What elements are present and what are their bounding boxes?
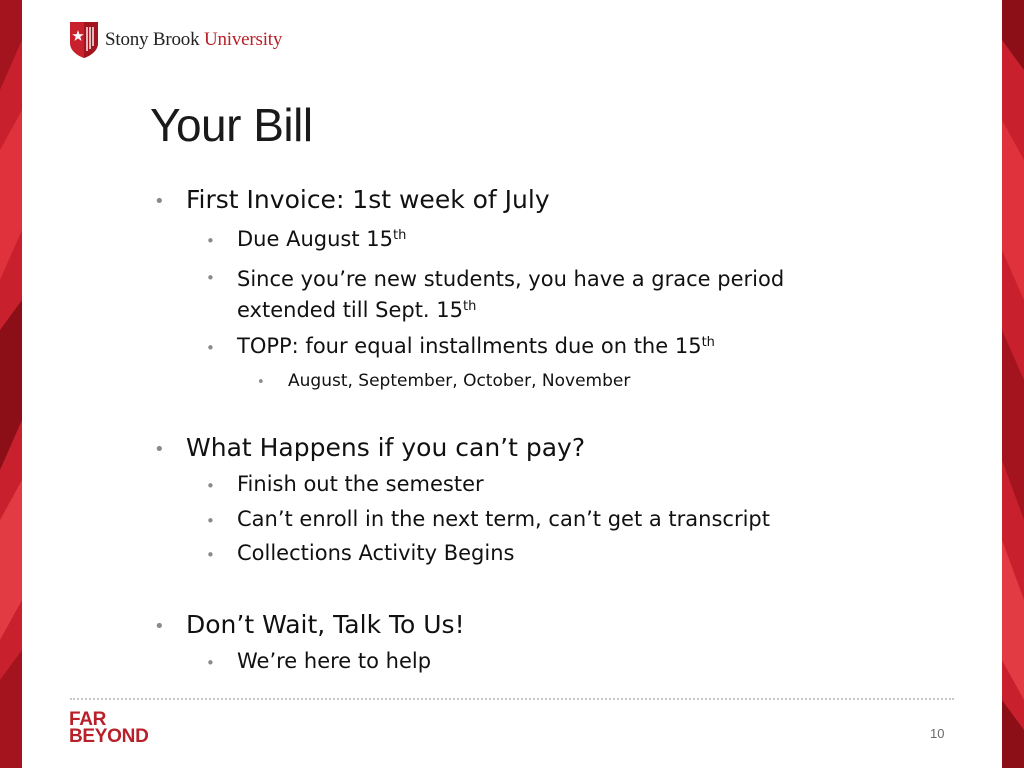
bullet-text: Finish out the semester [237, 472, 484, 496]
logo-text-main: Stony Brook [105, 29, 200, 50]
bullet-dot-icon: • [206, 546, 215, 564]
logo-text-accent: University [203, 29, 283, 50]
far-beyond-line1: FAR [69, 709, 107, 730]
far-beyond-line2: BEYOND [69, 726, 149, 747]
bullet-text-line1: Since you’re new students, you have a grace period [237, 267, 785, 291]
bullet-here-to-help [206, 649, 432, 673]
bullet-text: What Happens if you can’t pay? [186, 433, 586, 462]
bullet-first-invoice [154, 185, 550, 214]
bullet-grace-period [206, 264, 785, 326]
bullet-dot-icon: • [206, 269, 215, 287]
bullet-months [257, 371, 631, 391]
bullet-text: First Invoice: 1st week of July [186, 185, 550, 214]
bullet-finish-semester [206, 472, 484, 496]
bullet-due-date [206, 227, 407, 251]
bullet-dot-icon: • [154, 439, 165, 460]
bullet-talk-to-us [154, 610, 465, 639]
bullet-dot-icon: • [206, 512, 215, 530]
bullet-text: We’re here to help [237, 649, 432, 673]
page-title: Your Bill [150, 99, 313, 151]
bullet-text: Don’t Wait, Talk To Us! [186, 610, 465, 639]
bullet-dot-icon: • [154, 191, 165, 212]
bullet-text: August, September, October, November [288, 371, 631, 391]
bullet-text-line2: extended till Sept. 15 [237, 298, 463, 322]
superscript: th [701, 334, 715, 350]
bullet-dot-icon: • [206, 654, 215, 672]
bullet-cant-enroll [206, 507, 770, 531]
bullet-collections [206, 541, 515, 565]
bullet-dot-icon: • [206, 232, 215, 250]
page-number: 10 [930, 726, 945, 741]
bullet-dot-icon: • [206, 339, 215, 357]
far-beyond-logo [69, 711, 149, 745]
bullet-text: Due August 15 [237, 227, 393, 251]
superscript: th [463, 298, 477, 314]
bullet-text: TOPP: four equal installments due on the 15 [237, 334, 702, 358]
bullet-cant-pay [154, 433, 586, 462]
bullet-topp [206, 334, 715, 358]
bullet-dot-icon: • [154, 616, 165, 637]
bullet-dot-icon: • [206, 477, 215, 495]
bullet-dot-icon: • [257, 375, 265, 390]
bullet-text: Collections Activity Begins [237, 541, 515, 565]
footer-divider [70, 698, 954, 700]
superscript: th [392, 227, 407, 243]
bullet-text: Can’t enroll in the next term, can’t get a transcript [237, 507, 770, 531]
